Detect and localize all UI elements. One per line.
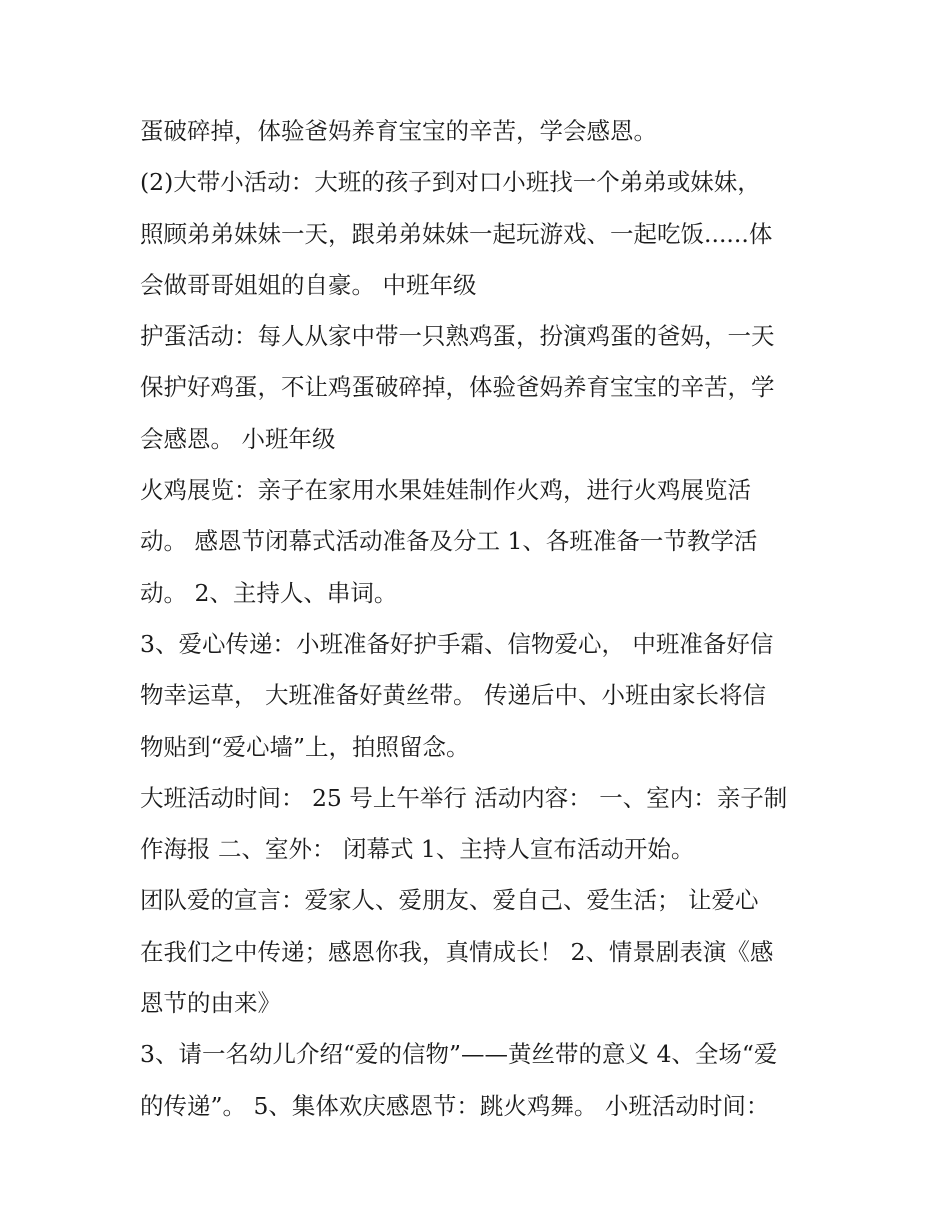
- text-line: 团队爱的宣言：爱家人、爱朋友、爱自己、爱生活； 让爱心: [140, 886, 759, 915]
- text-line: 会做哥哥姐姐的自豪。 中班年级: [140, 270, 477, 299]
- text-line: 恩节的由来》: [140, 989, 281, 1018]
- text-line: 大班活动时间： 25 号上午举行 活动内容： 一、室内：亲子制: [140, 783, 788, 812]
- text-line: 在我们之中传递；感恩你我，真情成长！ 2、情景剧表演《感: [140, 937, 774, 966]
- text-line: 3、爱心传递：小班准备好护手霜、信物爱心， 中班准备好信: [140, 629, 774, 658]
- text-line: (2)大带小活动：大班的孩子到对口小班找一个弟弟或妹妹，: [140, 168, 761, 197]
- text-line: 蛋破碎掉，体验爸妈养育宝宝的辛苦，学会感恩。: [140, 117, 657, 145]
- text-line: 照顾弟弟妹妹一天，跟弟弟妹妹一起玩游戏、一起吃饭......体: [140, 219, 773, 248]
- text-line: 护蛋活动：每人从家中带一只熟鸡蛋，扮演鸡蛋的爸妈，一天: [140, 322, 775, 351]
- text-line: 3、请一名幼儿介绍“爱的信物”——黄丝带的意义 4、全场“爱: [140, 1040, 778, 1069]
- text-line: 作海报 二、室外： 闭幕式 1、主持人宣布活动开始。: [140, 835, 695, 864]
- text-line: 的传递”。 5、集体欢庆感恩节：跳火鸡舞。 小班活动时间：: [140, 1091, 770, 1120]
- text-line: 保护好鸡蛋，不让鸡蛋破碎掉，体验爸妈养育宝宝的辛苦，学: [140, 373, 775, 402]
- text-line: 动。 感恩节闭幕式活动准备及分工 1、各班准备一节教学活: [140, 527, 758, 556]
- document-body: [140, 106, 820, 1132]
- text-line: 物幸运草， 大班准备好黄丝带。 传递后中、小班由家长将信: [140, 681, 766, 710]
- text-line: 火鸡展览：亲子在家用水果娃娃制作火鸡，进行火鸡展览活: [140, 476, 751, 505]
- text-line: 动。 2、主持人、串词。: [140, 578, 398, 607]
- text-line: 会感恩。 小班年级: [140, 424, 336, 453]
- text-line: 物贴到“爱心墙”上，拍照留念。: [140, 732, 470, 761]
